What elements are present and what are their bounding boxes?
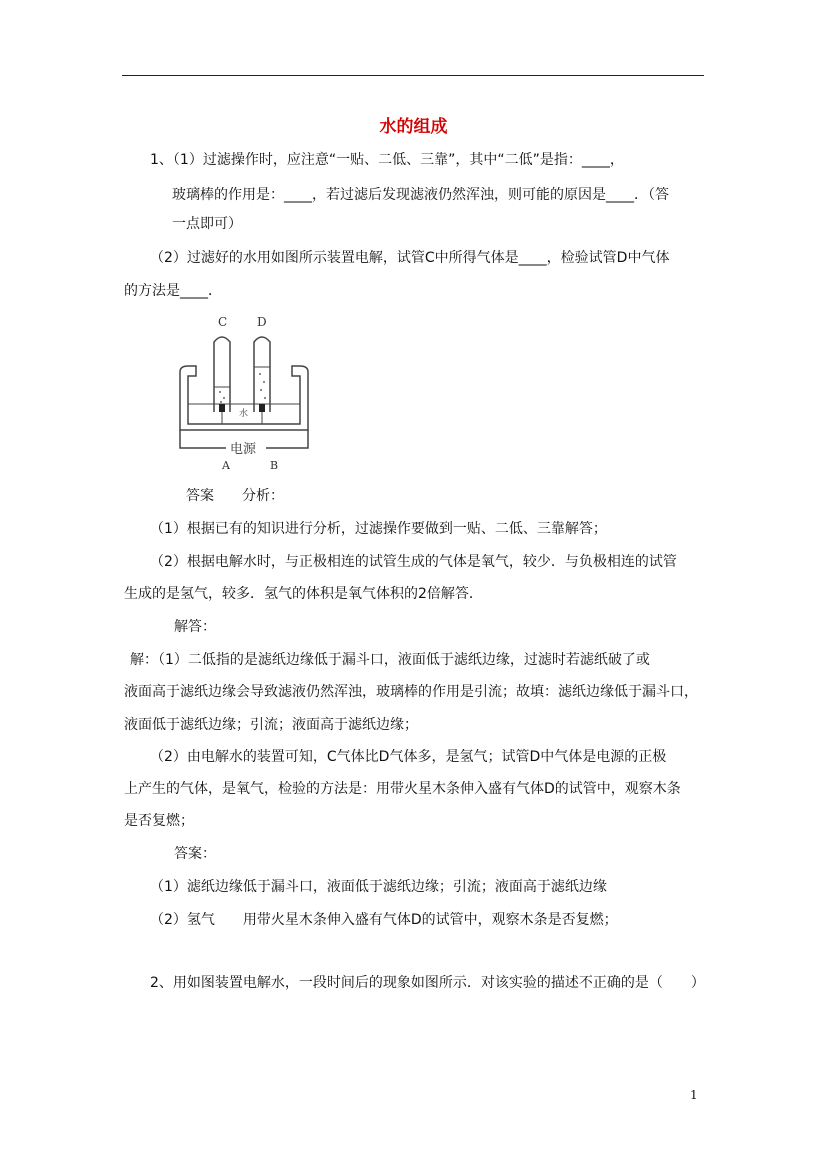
tube-d-label: D [257, 315, 267, 329]
analysis-heading: 答案 分析： [186, 488, 284, 504]
q1-line-3: 一点即可） [172, 216, 242, 232]
analysis-line-1: （1）根据已有的知识进行分析，过滤操作要做到一贴、二低、三靠解答； [150, 521, 607, 537]
q1-line-2: 玻璃棒的作用是：____，若过滤后发现滤液仍然浑浊，则可能的原因是____．（答 [172, 187, 669, 203]
tube-c-label: C [218, 315, 228, 329]
page-title: 水的组成 [379, 117, 448, 137]
solution-line-1a: 解：（1）二低指的是滤纸边缘低于漏斗口，液面低于滤纸边缘，过滤时若滤纸破了或 [130, 652, 650, 668]
power-source-label: 电源 [230, 442, 257, 457]
analysis-line-2b: 生成的是氢气，较多．氢气的体积是氧气体积的2倍解答． [124, 586, 483, 602]
answer-line-1: （1）滤纸边缘低于漏斗口，液面低于滤纸边缘；引流；液面高于滤纸边缘 [150, 879, 607, 895]
header-rule [122, 75, 704, 76]
solution-line-1b: 液面高于滤纸边缘会导致滤液仍然浑浊，玻璃棒的作用是引流；故填：滤纸边缘低于漏斗口， [124, 684, 698, 700]
answer-heading: 答案： [174, 846, 216, 862]
terminal-a-label: A [222, 459, 230, 472]
answer-line-2: （2）氢气 用带火星木条伸入盛有气体D的试管中，观察木条是否复燃； [150, 912, 618, 928]
electrolysis-apparatus-figure [174, 312, 314, 472]
solution-line-2c: 是否复燃； [124, 813, 194, 829]
q1-line-4: （2）过滤好的水用如图所示装置电解，试管C中所得气体是____，检验试管D中气体 [150, 250, 670, 266]
solution-line-2b: 上产生的气体，是氧气，检验的方法是：用带火星木条伸入盛有气体D的试管中，观察木条 [124, 781, 681, 797]
question-2: 2、用如图装置电解水，一段时间后的现象如图所示．对该实验的描述不正确的是（ ） [150, 975, 705, 991]
solution-heading: 解答： [174, 619, 216, 635]
page-number: 1 [690, 1088, 698, 1102]
solution-line-1c: 液面低于滤纸边缘；引流；液面高于滤纸边缘； [124, 717, 418, 733]
q1-line-1: 1、（1）过滤操作时，应注意“一贴、二低、三靠”，其中“二低”是指：____， [150, 152, 624, 168]
water-label: 水 [239, 409, 249, 419]
analysis-line-2a: （2）根据电解水时，与正极相连的试管生成的气体是氧气，较少．与负极相连的试管 [150, 554, 677, 570]
solution-line-2a: （2）由电解水的装置可知，C气体比D气体多，是氢气；试管D中气体是电源的正极 [150, 749, 667, 765]
terminal-b-label: B [270, 459, 279, 472]
q1-line-5: 的方法是____． [124, 283, 222, 299]
